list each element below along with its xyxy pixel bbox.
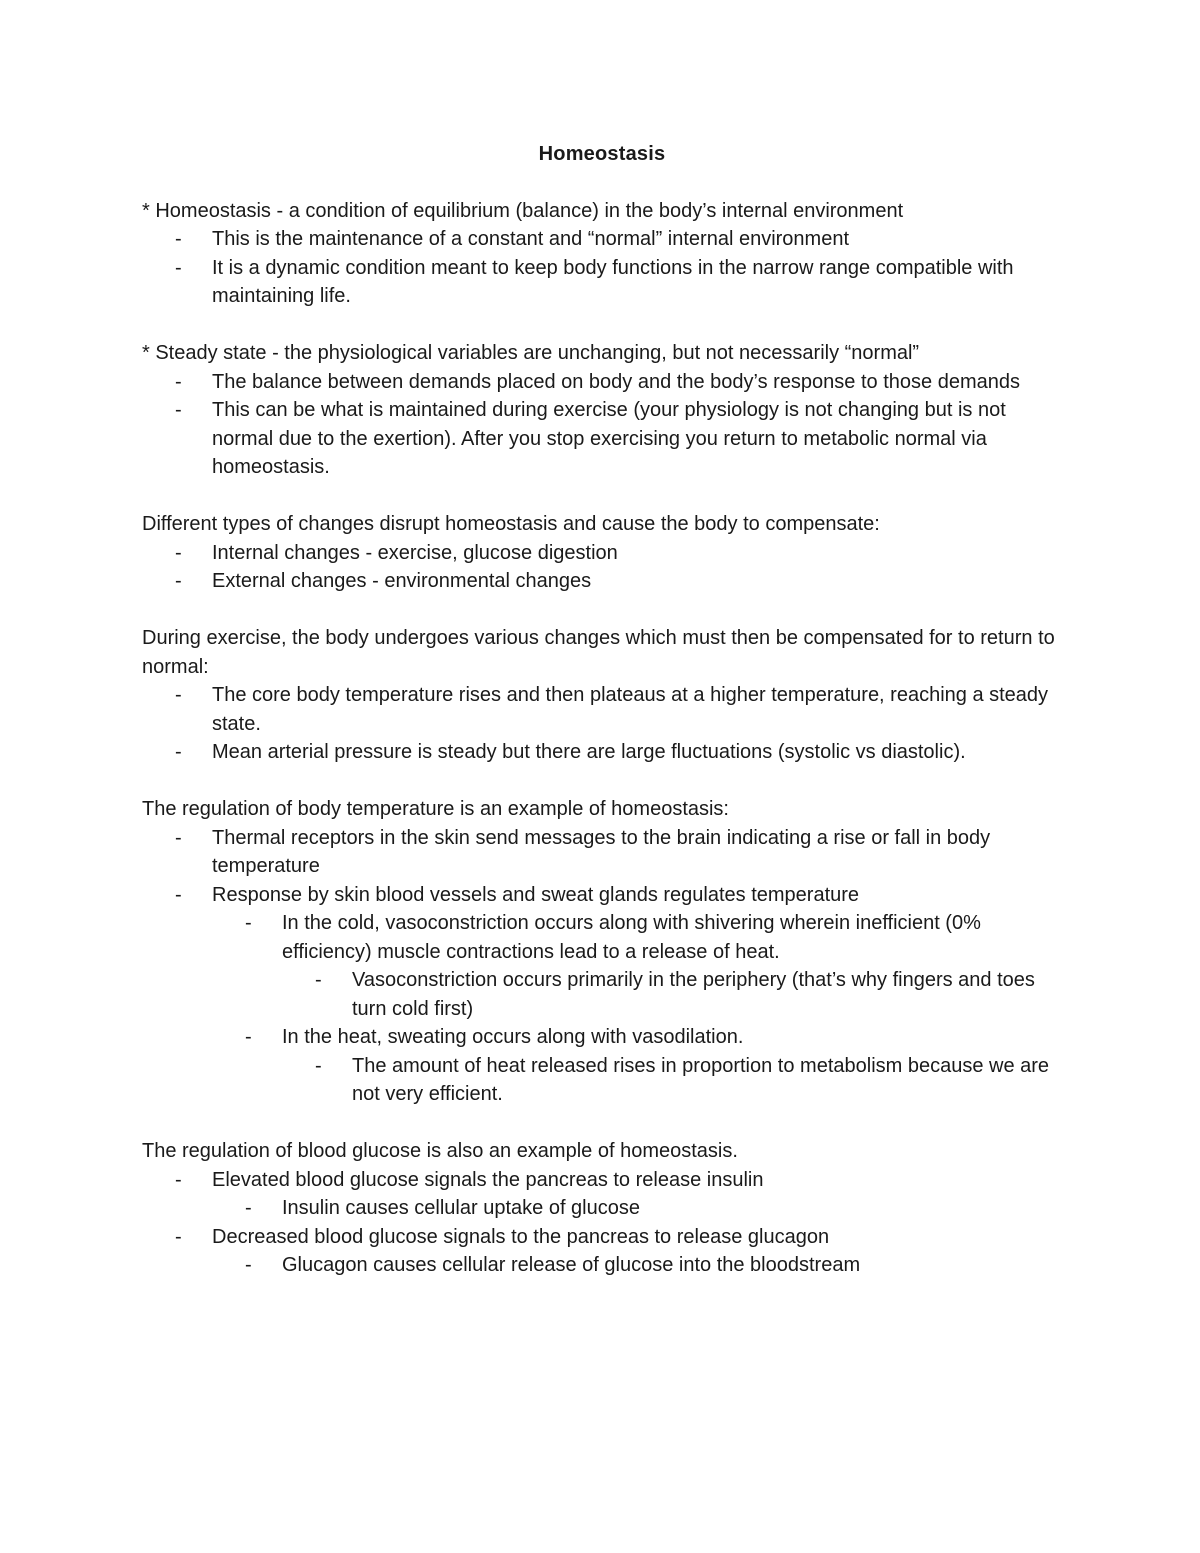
dash-list xyxy=(142,824,1062,1109)
dash-bullet: - xyxy=(175,741,182,763)
list-item xyxy=(142,539,1062,568)
dash-list xyxy=(142,225,1062,311)
list-item-text: Internal changes - exercise, glucose digestion xyxy=(212,541,618,564)
dash-bullet: - xyxy=(175,228,182,250)
dash-bullet: - xyxy=(175,684,182,706)
list-item-text: Insulin causes cellular uptake of glucose xyxy=(282,1197,640,1219)
document-body xyxy=(142,197,1062,1280)
list-item xyxy=(142,254,1062,311)
content-section xyxy=(142,197,1062,311)
dash-bullet: - xyxy=(245,1254,252,1276)
list-item-text: Vasoconstriction occurs primarily in the periphery (that’s why fingers and toes turn cold first) xyxy=(352,969,1035,1020)
list-item-text: Response by skin blood vessels and sweat glands regulates temperature xyxy=(212,883,860,906)
section-intro: Different types of changes disrupt homeostasis and cause the body to compensate: xyxy=(142,513,880,535)
section-intro: * Homeostasis - a condition of equilibrium (balance) in the body’s internal environment xyxy=(142,199,904,222)
list-item-text: In the cold, vasoconstriction occurs along with shivering wherein inefficient (0% efficiency) muscle contractions lead to a release of heat. xyxy=(282,912,981,963)
document-title: Homeostasis xyxy=(538,143,666,165)
list-item-text: Glucagon causes cellular release of glucose into the bloodstream xyxy=(282,1254,861,1276)
dash-list xyxy=(142,681,1062,767)
list-item xyxy=(142,881,1062,1109)
list-item-text: Elevated blood glucose signals the pancreas to release insulin xyxy=(212,1168,764,1191)
list-item-text: The core body temperature rises and then plateaus at a higher temperature, reaching a steady state. xyxy=(212,684,1049,735)
list-item-text: The balance between demands placed on body and the body’s response to those demands xyxy=(212,370,1020,393)
list-item xyxy=(142,1223,1062,1280)
dash-bullet: - xyxy=(175,256,182,279)
dash-bullet: - xyxy=(245,1197,252,1219)
content-section xyxy=(142,795,1062,1109)
list-item xyxy=(142,1166,1062,1223)
section-intro: The regulation of blood glucose is also an example of homeostasis. xyxy=(142,1140,738,1162)
dash-list xyxy=(142,368,1062,482)
dash-bullet: - xyxy=(245,1026,252,1048)
dash-bullet: - xyxy=(175,541,182,564)
section-intro: * Steady state - the physiological variables are unchanging, but not necessarily “normal” xyxy=(142,342,920,364)
list-item-text: External changes - environmental changes xyxy=(212,570,592,592)
section-intro: The regulation of body temperature is an example of homeostasis: xyxy=(142,798,729,820)
list-item-text: Decreased blood glucose signals to the pancreas to release glucagon xyxy=(212,1225,830,1248)
list-item-text: This can be what is maintained during exercise (your physiology is not changing but is not normal due to the exertion). After you stop exercising you return to metabolic normal via homeostasis. xyxy=(212,399,1006,478)
list-item xyxy=(142,824,1062,881)
content-section xyxy=(142,339,1062,482)
list-item xyxy=(142,738,1062,767)
list-item-text: The amount of heat released rises in proportion to metabolism because we are not very efficient. xyxy=(352,1054,1050,1105)
list-item xyxy=(212,1023,1062,1109)
dash-bullet: - xyxy=(315,969,322,991)
content-section xyxy=(142,624,1062,767)
dash-list xyxy=(142,539,1062,596)
dash-list xyxy=(282,1052,1062,1109)
dash-bullet: - xyxy=(175,883,182,906)
dash-list xyxy=(212,1194,1062,1223)
dash-bullet: - xyxy=(245,912,252,934)
list-item xyxy=(212,909,1062,1023)
list-item xyxy=(142,368,1062,397)
list-item xyxy=(212,1251,1062,1280)
list-item-text: Mean arterial pressure is steady but there are large fluctuations (systolic vs diastolic). xyxy=(212,741,966,763)
dash-list xyxy=(212,1251,1062,1280)
dash-bullet: - xyxy=(175,1225,182,1248)
dash-bullet: - xyxy=(175,570,182,592)
content-section xyxy=(142,1137,1062,1280)
list-item xyxy=(142,567,1062,596)
list-item-text: Thermal receptors in the skin send messages to the brain indicating a rise or fall in body temperature xyxy=(212,826,991,877)
list-item-text: In the heat, sweating occurs along with vasodilation. xyxy=(282,1026,744,1048)
list-item xyxy=(142,225,1062,254)
dash-bullet: - xyxy=(175,399,182,421)
document-page xyxy=(142,140,1062,1308)
list-item-text: This is the maintenance of a constant and “normal” internal environment xyxy=(212,228,850,250)
dash-bullet: - xyxy=(175,1168,182,1191)
dash-list xyxy=(142,1166,1062,1280)
list-item xyxy=(142,681,1062,738)
dash-list xyxy=(282,966,1062,1023)
list-item xyxy=(282,966,1062,1023)
dash-bullet: - xyxy=(315,1054,322,1077)
content-section xyxy=(142,510,1062,596)
list-item xyxy=(142,396,1062,482)
section-intro: During exercise, the body undergoes various changes which must then be compensated for to return to normal: xyxy=(142,627,1055,678)
dash-bullet: - xyxy=(175,826,182,849)
dash-list xyxy=(212,909,1062,1109)
list-item-text: It is a dynamic condition meant to keep body functions in the narrow range compatible with maintaining life. xyxy=(212,256,1014,307)
list-item xyxy=(282,1052,1062,1109)
list-item xyxy=(212,1194,1062,1223)
dash-bullet: - xyxy=(175,370,182,393)
